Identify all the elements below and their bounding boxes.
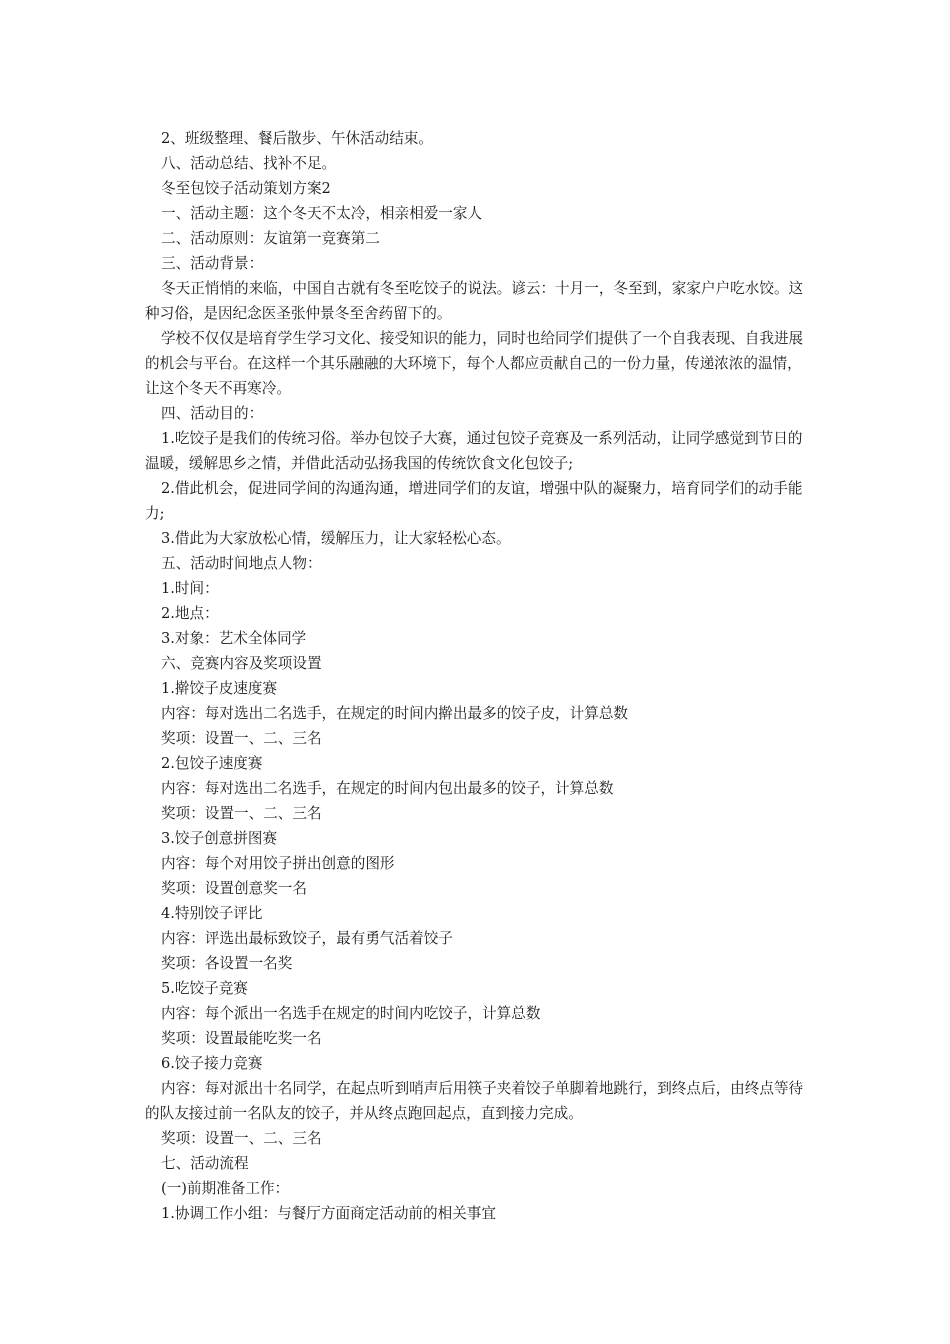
paragraph: 内容：每对选出二名选手，在规定的时间内包出最多的饺子，计算总数 xyxy=(161,780,614,797)
paragraph: 奖项：设置创意奖一名 xyxy=(161,880,307,897)
list-item: 3.借此为大家放松心情，缓解压力，让大家轻松心态。 xyxy=(161,530,511,547)
list-item: 1.擀饺子皮速度赛 xyxy=(161,680,278,697)
paragraph: 奖项：设置一、二、三名 xyxy=(161,1130,322,1147)
section-heading: 一、活动主题：这个冬天不太冷，相亲相爱一家人 xyxy=(161,205,483,222)
paragraph: 奖项：设置最能吃奖一名 xyxy=(161,1030,322,1047)
list-item: 2.包饺子速度赛 xyxy=(161,755,263,772)
paragraph: 2、班级整理、餐后散步、午休活动结束。 xyxy=(161,130,433,147)
section-heading: 八、活动总结、找补不足。 xyxy=(161,155,337,172)
list-item: 3.对象：艺术全体同学 xyxy=(161,630,307,647)
list-item: 1.时间： xyxy=(161,580,219,597)
list-item: 2.地点： xyxy=(161,605,219,622)
list-item: 1.协调工作小组：与餐厅方面商定活动前的相关事宜 xyxy=(161,1205,496,1222)
section-heading: 五、活动时间地点人物： xyxy=(161,555,322,572)
section-heading: 六、竞赛内容及奖项设置 xyxy=(161,655,322,672)
list-item: 6.饺子接力竞赛 xyxy=(161,1055,263,1072)
paragraph: 内容：评选出最标致饺子，最有勇气活着饺子 xyxy=(161,930,453,947)
section-heading: 四、活动目的： xyxy=(161,405,264,422)
paragraph: 内容：每个派出一名选手在规定的时间内吃饺子，计算总数 xyxy=(161,1005,541,1022)
section-heading: 二、活动原则：友谊第一竞赛第二 xyxy=(161,230,380,247)
paragraph: 奖项：设置一、二、三名 xyxy=(161,805,322,822)
list-item: 2.借此机会，促进同学间的沟通沟通，增进同学们的友谊，增强中队的凝聚力，培育同学们的动手能力; xyxy=(145,480,803,522)
section-heading: 七、活动流程 xyxy=(161,1155,249,1172)
document-body xyxy=(145,126,805,1226)
list-item: 3.饺子创意拼图赛 xyxy=(161,830,278,847)
paragraph: 内容：每个对用饺子拼出创意的图形 xyxy=(161,855,395,872)
subsection-heading: (一)前期准备工作： xyxy=(161,1180,290,1197)
list-item: 5.吃饺子竞赛 xyxy=(161,980,248,997)
list-item: 4.特别饺子评比 xyxy=(161,905,263,922)
paragraph: 学校不仅仅是培育学生学习文化、接受知识的能力，同时也给同学们提供了一个自我表现、自我进展的机会与平台。在这样一个其乐融融的大环境下，每个人都应贡献自己的一份力量，传递浓浓的温情，让这个冬天不再寒冷。 xyxy=(145,330,804,397)
paragraph: 奖项：设置一、二、三名 xyxy=(161,730,322,747)
paragraph: 冬天正悄悄的来临，中国自古就有冬至吃饺子的说法。谚云：十月一，冬至到，家家户户吃水饺。这种习俗，是因纪念医圣张仲景冬至舍药留下的。 xyxy=(145,280,804,322)
section-heading: 三、活动背景： xyxy=(161,255,264,272)
paragraph: 奖项：各设置一名奖 xyxy=(161,955,293,972)
paragraph: 内容：每对选出二名选手，在规定的时间内擀出最多的饺子皮，计算总数 xyxy=(161,705,629,722)
list-item: 1.吃饺子是我们的传统习俗。举办包饺子大赛，通过包饺子竞赛及一系列活动，让同学感觉到节日的温暖，缓解思乡之情，并借此活动弘扬我国的传统饮食文化包饺子; xyxy=(145,430,803,472)
paragraph: 内容：每对派出十名同学，在起点听到哨声后用筷子夹着饺子单脚着地跳行，到终点后，由终点等待的队友接过前一名队友的饺子，并从终点跑回起点，直到接力完成。 xyxy=(145,1080,804,1122)
document-title: 冬至包饺子活动策划方案2 xyxy=(161,180,331,197)
